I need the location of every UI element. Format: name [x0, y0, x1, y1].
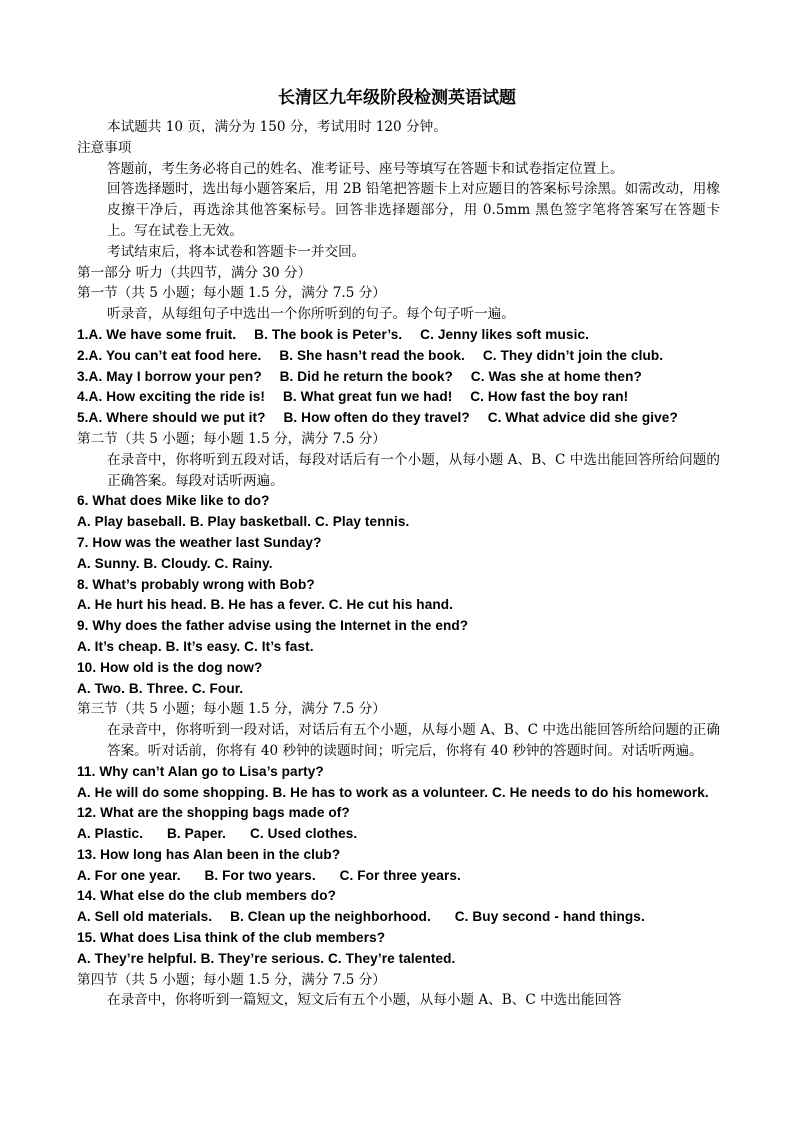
question-text: 11. Why can’t Alan go to Lisa’s party?: [77, 763, 324, 779]
option-c: C. Was she at home then?: [470, 368, 642, 384]
option-c: C. Used clothes.: [249, 826, 358, 842]
section-heading: 第二节（共 5 小题；每小题 1.5 分，满分 7.5 分）: [77, 430, 386, 447]
option-b: B. The book is Peter’s.: [254, 326, 403, 342]
option-b: B. Paper.: [166, 826, 227, 842]
question-text: 10. How old is the dog now?: [77, 659, 263, 675]
section-instruction: 听录音，从每组句子中选出一个你所听到的句子。每个句子听一遍。: [107, 306, 515, 323]
question-text: 14. What else do the club members do?: [77, 888, 337, 904]
note-item: 答题前，考生务必将自己的姓名、准考证号、座号等填写在答题卡和试卷指定位置上。: [107, 160, 624, 177]
section-heading: 第一节（共 5 小题；每小题 1.5 分，满分 7.5 分）: [77, 285, 386, 302]
option-c: C. How fast the boy ran!: [470, 389, 629, 405]
question-text: 8. What’s probably wrong with Bob?: [77, 576, 315, 592]
option-a: 4.A. How exciting the ride is!: [77, 389, 266, 405]
option-a: A. Plastic.: [77, 826, 144, 842]
option-a: 1.A. We have some fruit.: [77, 326, 237, 342]
section-instruction: 在录音中，你将听到五段对话，每段对话后有一个小题，从每小题 A、B、C 中选出能回答所给问题的正确答案。每段对话听两遍。: [107, 451, 720, 489]
question-text: 12. What are the shopping bags made of?: [77, 805, 350, 821]
question-options: [77, 866, 720, 887]
section-heading: 第四节（共 5 小题；每小题 1.5 分，满分 7.5 分）: [77, 971, 386, 988]
question-row: [77, 367, 720, 388]
question-options: [77, 824, 720, 845]
option-b: B. What great fun we had!: [282, 389, 453, 405]
note-item: 考试结束后，将本试卷和答题卡一并交回。: [107, 243, 366, 260]
option-a: 3.A. May I borrow your pen?: [77, 368, 262, 384]
question-row: [77, 346, 720, 367]
part-heading: 第一部分 听力（共四节，满分 30 分）: [77, 264, 312, 281]
section-heading: 第三节（共 5 小题；每小题 1.5 分，满分 7.5 分）: [77, 701, 386, 718]
option-c: C. For three years.: [339, 867, 461, 883]
intro-text: 本试题共 10 页，满分为 150 分，考试用时 120 分钟。: [107, 119, 447, 135]
question-text: 6. What does Mike like to do?: [77, 493, 270, 509]
question-options: A. They’re helpful. B. They’re serious. C. They’re talented.: [77, 950, 456, 966]
question-options: A. Play baseball. B. Play basketball. C. Play tennis.: [77, 514, 410, 530]
question-options: A. Sunny. B. Cloudy. C. Rainy.: [77, 555, 273, 571]
option-a: A. For one year.: [77, 867, 181, 883]
note-item: 回答选择题时，选出每小题答案后，用 2B 铅笔把答题卡上对应题目的答案标号涂黑。如需改动，用橡皮擦干净后，再选涂其他答案标号。回答非选择题部分，用 0.5mm 黑色签字笔将答案写在答题卡上。写在试卷上无效。: [107, 181, 720, 239]
option-c: C. Buy second - hand things.: [454, 909, 645, 925]
question-text: 9. Why does the father advise using the Internet in the end?: [77, 618, 469, 634]
question-options: A. He hurt his head. B. He has a fever. C. He cut his hand.: [77, 597, 454, 613]
question-options: A. He will do some shopping. B. He has to work as a volunteer. C. He needs to do his homework.: [77, 784, 709, 800]
option-b: B. How often do they travel?: [283, 410, 470, 426]
question-text: 7. How was the weather last Sunday?: [77, 534, 322, 550]
section-instruction: 在录音中，你将听到一篇短文，短文后有五个小题，从每小题 A、B、C 中选出能回答: [107, 992, 622, 1009]
section-instruction: 在录音中，你将听到一段对话，对话后有五个小题，从每小题 A、B、C 中选出能回答所给问题的正确答案。听对话前，你将有 40 秒钟的读题时间；听完后，你将有 40 秒钟的答题时间。对话听两遍。: [107, 722, 720, 759]
exam-body: [77, 117, 720, 1011]
option-a: 2.A. You can’t eat food here.: [77, 347, 262, 363]
option-b: B. Did he return the book?: [279, 368, 453, 384]
option-b: B. She hasn’t read the book.: [279, 347, 465, 363]
option-c: C. What advice did she give?: [487, 410, 678, 426]
notes-heading: 注意事项: [77, 139, 132, 156]
page-title: 长清区九年级阶段检测英语试题: [278, 88, 516, 108]
question-options: A. It’s cheap. B. It’s easy. C. It’s fast.: [77, 638, 314, 654]
option-c: C. They didn’t join the club.: [482, 347, 664, 363]
option-b: B. For two years.: [204, 867, 316, 883]
option-a: 5.A. Where should we put it?: [77, 410, 266, 426]
question-text: 15. What does Lisa think of the club members?: [77, 930, 386, 946]
question-options: A. Two. B. Three. C. Four.: [77, 680, 244, 696]
question-row: [77, 325, 720, 346]
question-row: [77, 408, 720, 429]
option-b: B. Clean up the neighborhood.: [230, 909, 431, 925]
question-text: 13. How long has Alan been in the club?: [77, 846, 341, 862]
question-row: [77, 387, 720, 408]
option-a: A. Sell old materials.: [77, 909, 213, 925]
option-c: C. Jenny likes soft music.: [420, 326, 589, 342]
question-options: [77, 907, 720, 928]
